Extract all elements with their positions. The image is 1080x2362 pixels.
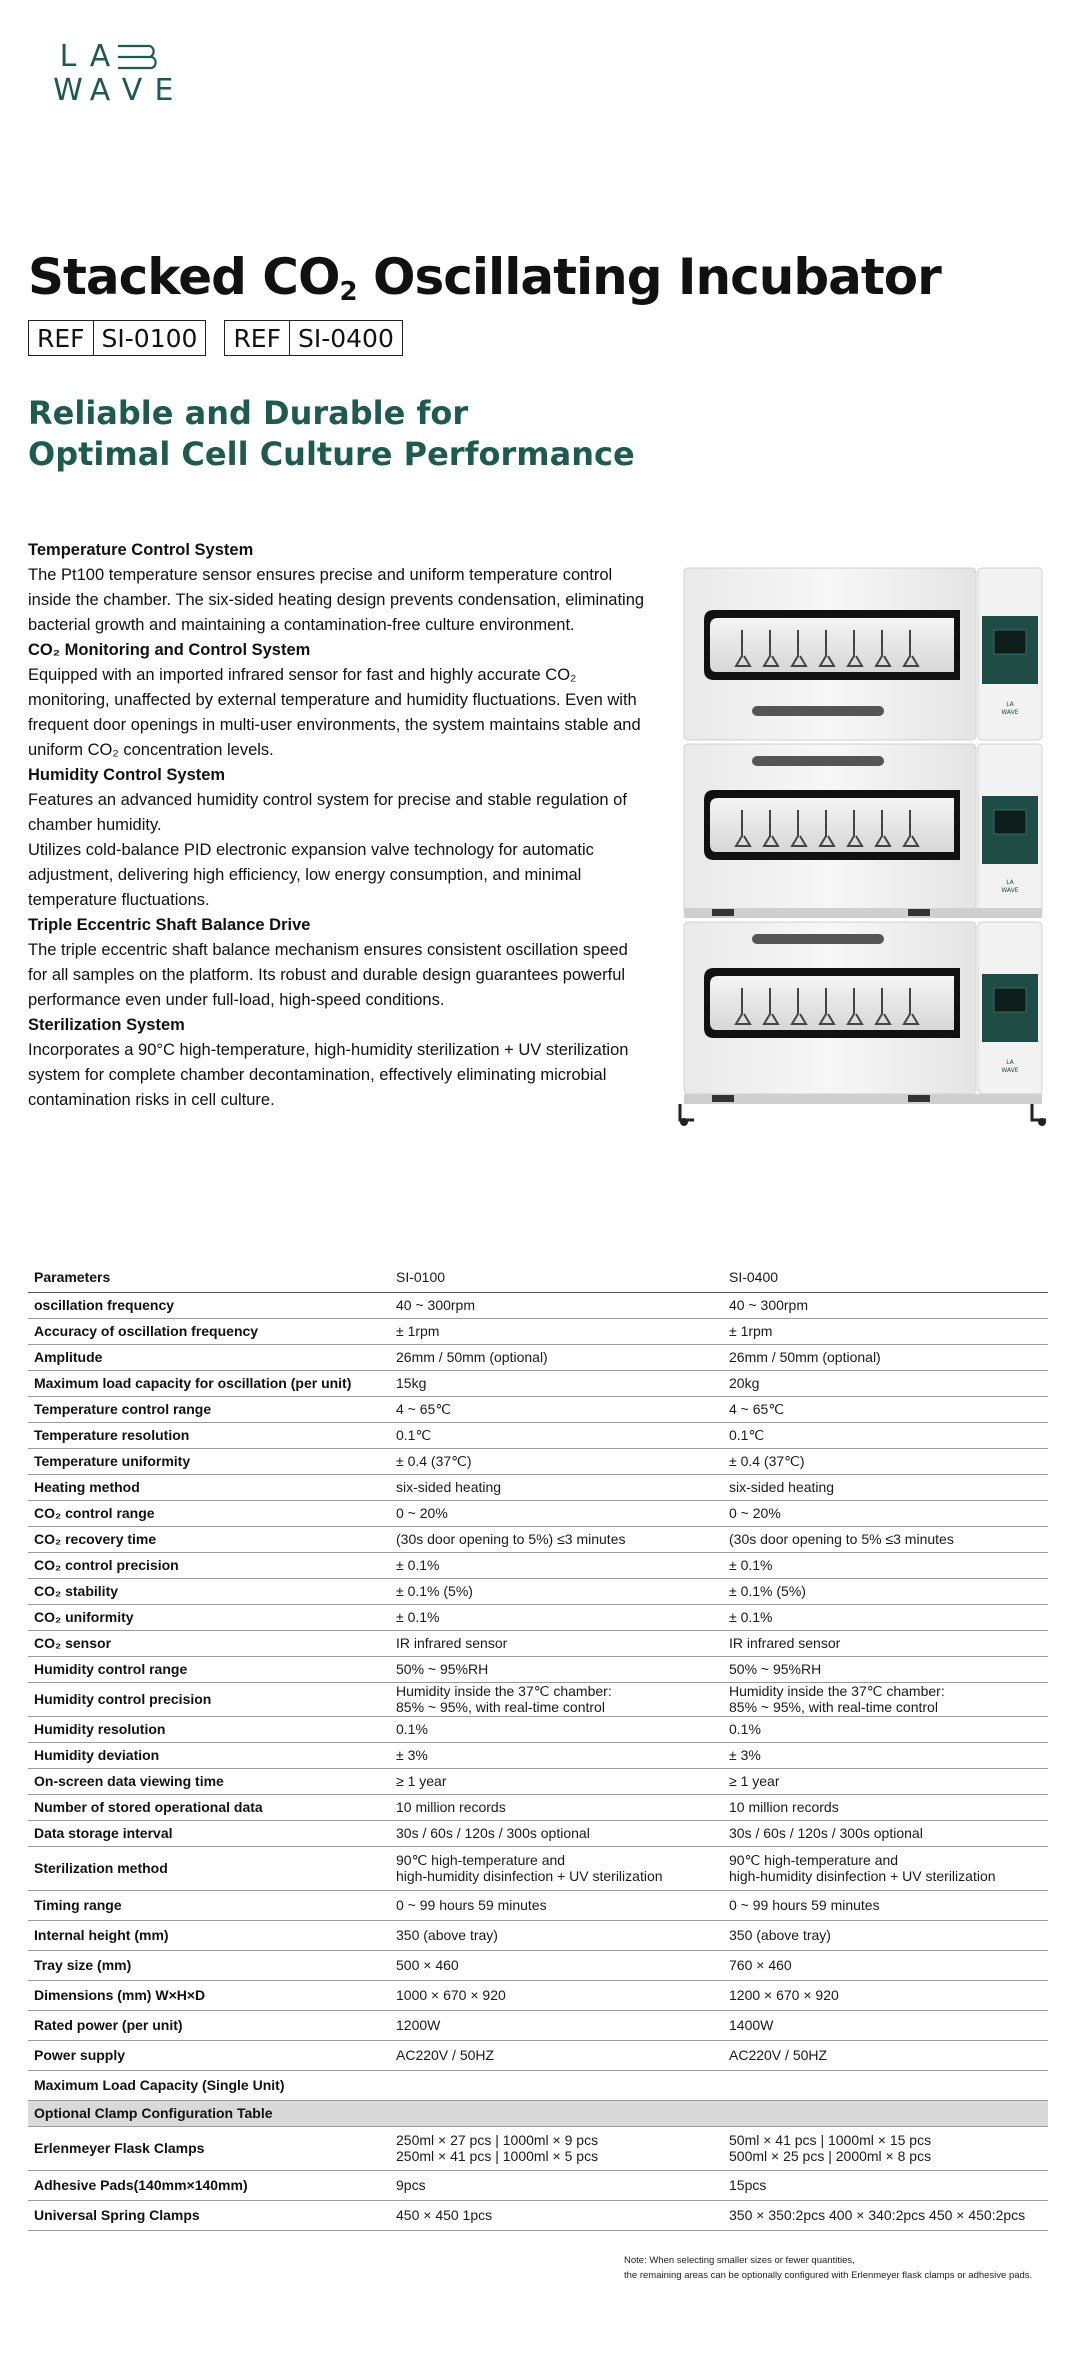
value-si-0400: AC220V / 50HZ bbox=[723, 2040, 1048, 2070]
parameter-name: Temperature resolution bbox=[28, 1422, 390, 1448]
parameter-name: Adhesive Pads(140mm×140mm) bbox=[28, 2170, 390, 2200]
value-si-0400: 0.1℃ bbox=[723, 1422, 1048, 1448]
table-row bbox=[28, 1682, 1048, 1716]
table-row bbox=[28, 1448, 1048, 1474]
value-si-0400: 20kg bbox=[723, 1370, 1048, 1396]
parameter-name: Timing range bbox=[28, 1890, 390, 1920]
feature-title: CO₂ Monitoring and Control System bbox=[28, 641, 311, 659]
product-logo-bottom-1: WAVE bbox=[1001, 709, 1019, 716]
value-si-0400: 15pcs bbox=[723, 2170, 1048, 2200]
header-si-0400: SI-0400 bbox=[723, 1262, 1048, 1292]
value-si-0100: (30s door opening to 5%) ≤3 minutes bbox=[390, 1526, 723, 1552]
tagline: Reliable and Durable for Optimal Cell Culture Performance bbox=[28, 394, 635, 473]
feature-text: The triple eccentric shaft balance mechanism ensures consistent oscillation speed for all samples on the platform. Its robust and durable design guarantees powerful performance even under full-load, high-speed conditions. bbox=[28, 941, 628, 1009]
parameter-name: Humidity deviation bbox=[28, 1742, 390, 1768]
table-row bbox=[28, 1552, 1048, 1578]
parameter-name: CO₂ recovery time bbox=[28, 1526, 390, 1552]
value-si-0400: 350 (above tray) bbox=[723, 1920, 1048, 1950]
parameter-name: Tray size (mm) bbox=[28, 1950, 390, 1980]
logo-line2: W A V E bbox=[53, 73, 174, 108]
parameter-name: Maximum load capacity for oscillation (per unit) bbox=[28, 1370, 390, 1396]
value-si-0100: Humidity inside the 37℃ chamber: 85% ~ 95%, with real-time control bbox=[390, 1682, 723, 1716]
product-logo-bottom-3: WAVE bbox=[1001, 1067, 1019, 1074]
value-si-0100: 0 ~ 99 hours 59 minutes bbox=[390, 1890, 723, 1920]
table-row bbox=[28, 1500, 1048, 1526]
footnote: Note: When selecting smaller sizes or fewer quantities, the remaining areas can be optionally configured with Erlenmeyer flask clamps or adhesive pads. bbox=[624, 2255, 1033, 2281]
specification-table bbox=[28, 1262, 1048, 2231]
table-row bbox=[28, 2170, 1048, 2200]
table-row bbox=[28, 1474, 1048, 1500]
feature-title: Sterilization System bbox=[28, 1016, 185, 1034]
table-row bbox=[28, 1820, 1048, 1846]
parameter-name: CO₂ control range bbox=[28, 1500, 390, 1526]
value-si-0100: 0 ~ 20% bbox=[390, 1500, 723, 1526]
parameter-name: oscillation frequency bbox=[28, 1292, 390, 1318]
incubator-unit-middle bbox=[684, 744, 1042, 918]
value-si-0100 bbox=[390, 2070, 723, 2100]
table-row bbox=[28, 1768, 1048, 1794]
parameter-name: CO₂ control precision bbox=[28, 1552, 390, 1578]
feature-text: The Pt100 temperature sensor ensures precise and uniform temperature control inside the chamber. The six-sided heating design prevents condensation, eliminating bacterial growth and maintaining a contamination-free culture environment. bbox=[28, 566, 645, 634]
incubator-unit-top bbox=[684, 568, 1042, 740]
value-si-0400: ± 0.4 (37℃) bbox=[723, 1448, 1048, 1474]
ref-box-si-0400: REF SI-0400 bbox=[224, 320, 402, 356]
value-si-0100: 1200W bbox=[390, 2010, 723, 2040]
incubator-product-image bbox=[672, 560, 1052, 1130]
value-si-0400: 30s / 60s / 120s / 300s optional bbox=[723, 1820, 1048, 1846]
table-row bbox=[28, 1578, 1048, 1604]
parameter-name: Temperature uniformity bbox=[28, 1448, 390, 1474]
table-row bbox=[28, 1604, 1048, 1630]
logo-line1: L A bbox=[52, 40, 192, 74]
parameter-name: Optional Clamp Configuration Table bbox=[28, 2100, 390, 2126]
table-row bbox=[28, 1716, 1048, 1742]
product-logo-bottom-2: WAVE bbox=[1001, 887, 1019, 894]
table-row bbox=[28, 1344, 1048, 1370]
value-si-0100 bbox=[390, 2100, 723, 2126]
value-si-0400: 26mm / 50mm (optional) bbox=[723, 1344, 1048, 1370]
parameter-name: Number of stored operational data bbox=[28, 1794, 390, 1820]
table-row bbox=[28, 1656, 1048, 1682]
value-si-0400: 1200 × 670 × 920 bbox=[723, 1980, 1048, 2010]
value-si-0400: (30s door opening to 5% ≤3 minutes bbox=[723, 1526, 1048, 1552]
value-si-0400: ± 0.1% bbox=[723, 1552, 1048, 1578]
value-si-0400: 350 × 350:2pcs 400 × 340:2pcs 450 × 450:2pcs bbox=[723, 2200, 1048, 2230]
value-si-0400 bbox=[723, 2100, 1048, 2126]
table-row bbox=[28, 2010, 1048, 2040]
feature-title: Humidity Control System bbox=[28, 766, 226, 784]
value-si-0100: 10 million records bbox=[390, 1794, 723, 1820]
table-row bbox=[28, 1742, 1048, 1768]
parameter-name: Erlenmeyer Flask Clamps bbox=[28, 2126, 390, 2170]
parameter-name: Dimensions (mm) W×H×D bbox=[28, 1980, 390, 2010]
value-si-0100: 30s / 60s / 120s / 300s optional bbox=[390, 1820, 723, 1846]
value-si-0100: 0.1% bbox=[390, 1716, 723, 1742]
table-row bbox=[28, 2040, 1048, 2070]
parameter-name: Humidity control range bbox=[28, 1656, 390, 1682]
parameter-name: Amplitude bbox=[28, 1344, 390, 1370]
value-si-0100: 15kg bbox=[390, 1370, 723, 1396]
table-row bbox=[28, 1846, 1048, 1890]
value-si-0400: 10 million records bbox=[723, 1794, 1048, 1820]
feature-text: Utilizes cold-balance PID electronic expansion valve technology for automatic adjustment, delivering high efficiency, low energy consumption, and minimal temperature fluctuations. bbox=[28, 841, 594, 909]
value-si-0400: 50ml × 41 pcs | 1000ml × 15 pcs 500ml × 25 pcs | 2000ml × 8 pcs bbox=[723, 2126, 1048, 2170]
parameter-name: Temperature control range bbox=[28, 1396, 390, 1422]
value-si-0100: 26mm / 50mm (optional) bbox=[390, 1344, 723, 1370]
value-si-0100: ± 3% bbox=[390, 1742, 723, 1768]
value-si-0100: 50% ~ 95%RH bbox=[390, 1656, 723, 1682]
value-si-0400: Humidity inside the 37℃ chamber: 85% ~ 95%, with real-time control bbox=[723, 1682, 1048, 1716]
value-si-0100: AC220V / 50HZ bbox=[390, 2040, 723, 2070]
value-si-0400: 1400W bbox=[723, 2010, 1048, 2040]
parameter-name: Heating method bbox=[28, 1474, 390, 1500]
value-si-0400 bbox=[723, 2070, 1048, 2100]
parameter-name: On-screen data viewing time bbox=[28, 1768, 390, 1794]
value-si-0100: six-sided heating bbox=[390, 1474, 723, 1500]
value-si-0100: ± 0.1% (5%) bbox=[390, 1578, 723, 1604]
value-si-0400: ± 3% bbox=[723, 1742, 1048, 1768]
value-si-0100: 250ml × 27 pcs | 1000ml × 9 pcs 250ml × 41 pcs | 1000ml × 5 pcs bbox=[390, 2126, 723, 2170]
value-si-0400: 40 ~ 300rpm bbox=[723, 1292, 1048, 1318]
table-row bbox=[28, 1422, 1048, 1448]
parameter-name: Internal height (mm) bbox=[28, 1920, 390, 1950]
product-logo-top-3: LA bbox=[1006, 1059, 1014, 1066]
labwave-logo bbox=[52, 40, 192, 108]
table-header-row bbox=[28, 1262, 1048, 1292]
value-si-0100: 9pcs bbox=[390, 2170, 723, 2200]
table-row bbox=[28, 1950, 1048, 1980]
value-si-0400: 0 ~ 20% bbox=[723, 1500, 1048, 1526]
value-si-0100: 450 × 450 1pcs bbox=[390, 2200, 723, 2230]
value-si-0400: 50% ~ 95%RH bbox=[723, 1656, 1048, 1682]
feature-text: Incorporates a 90°C high-temperature, high-humidity sterilization + UV sterilization system for complete chamber decontamination, effectively eliminating microbial contamination risks in cell culture. bbox=[28, 1041, 629, 1109]
parameter-name: Maximum Load Capacity (Single Unit) bbox=[28, 2070, 390, 2100]
value-si-0100: 4 ~ 65℃ bbox=[390, 1396, 723, 1422]
parameter-name: Power supply bbox=[28, 2040, 390, 2070]
parameter-name: Accuracy of oscillation frequency bbox=[28, 1318, 390, 1344]
product-logo-top-2: LA bbox=[1006, 879, 1014, 886]
value-si-0400: 0 ~ 99 hours 59 minutes bbox=[723, 1890, 1048, 1920]
value-si-0100: 0.1℃ bbox=[390, 1422, 723, 1448]
value-si-0100: 40 ~ 300rpm bbox=[390, 1292, 723, 1318]
table-row bbox=[28, 1318, 1048, 1344]
value-si-0100: 500 × 460 bbox=[390, 1950, 723, 1980]
feature-title: Triple Eccentric Shaft Balance Drive bbox=[28, 916, 311, 934]
table-row bbox=[28, 1980, 1048, 2010]
value-si-0400: ± 0.1% bbox=[723, 1604, 1048, 1630]
parameter-name: Sterilization method bbox=[28, 1846, 390, 1890]
parameter-name: Rated power (per unit) bbox=[28, 2010, 390, 2040]
ref-codes bbox=[28, 320, 403, 356]
parameter-name: CO₂ uniformity bbox=[28, 1604, 390, 1630]
parameter-name: Humidity control precision bbox=[28, 1682, 390, 1716]
table-row bbox=[28, 1396, 1048, 1422]
value-si-0400: 90℃ high-temperature and high-humidity disinfection + UV sterilization bbox=[723, 1846, 1048, 1890]
value-si-0100: ≥ 1 year bbox=[390, 1768, 723, 1794]
parameter-name: Universal Spring Clamps bbox=[28, 2200, 390, 2230]
table-row bbox=[28, 1370, 1048, 1396]
table-row bbox=[28, 2100, 1048, 2126]
value-si-0100: 350 (above tray) bbox=[390, 1920, 723, 1950]
value-si-0100: ± 1rpm bbox=[390, 1318, 723, 1344]
value-si-0400: IR infrared sensor bbox=[723, 1630, 1048, 1656]
value-si-0100: IR infrared sensor bbox=[390, 1630, 723, 1656]
value-si-0400: ≥ 1 year bbox=[723, 1768, 1048, 1794]
feature-list bbox=[28, 538, 648, 1113]
value-si-0400: 4 ~ 65℃ bbox=[723, 1396, 1048, 1422]
incubator-unit-bottom bbox=[680, 922, 1046, 1126]
value-si-0100: ± 0.4 (37℃) bbox=[390, 1448, 723, 1474]
parameter-name: CO₂ stability bbox=[28, 1578, 390, 1604]
table-row bbox=[28, 1890, 1048, 1920]
parameter-name: Data storage interval bbox=[28, 1820, 390, 1846]
parameter-name: CO₂ sensor bbox=[28, 1630, 390, 1656]
page-title: Stacked $CO_2$ Oscillating Incubator bbox=[28, 248, 941, 307]
table-row bbox=[28, 1292, 1048, 1318]
value-si-0400: ± 0.1% (5%) bbox=[723, 1578, 1048, 1604]
table-row bbox=[28, 1526, 1048, 1552]
header-si-0100: SI-0100 bbox=[390, 1262, 723, 1292]
value-si-0400: 760 × 460 bbox=[723, 1950, 1048, 1980]
value-si-0100: ± 0.1% bbox=[390, 1552, 723, 1578]
value-si-0100: ± 0.1% bbox=[390, 1604, 723, 1630]
value-si-0400: six-sided heating bbox=[723, 1474, 1048, 1500]
ref-box-si-0100: REF SI-0100 bbox=[28, 320, 206, 356]
table-row bbox=[28, 1630, 1048, 1656]
header-parameters: Parameters bbox=[28, 1262, 390, 1292]
feature-text: Features an advanced humidity control system for precise and stable regulation of chamber humidity. bbox=[28, 791, 627, 834]
table-row bbox=[28, 2070, 1048, 2100]
value-si-0100: 90℃ high-temperature and high-humidity disinfection + UV sterilization bbox=[390, 1846, 723, 1890]
table-row bbox=[28, 2126, 1048, 2170]
logo-b-mark bbox=[116, 44, 158, 70]
table-row bbox=[28, 1920, 1048, 1950]
value-si-0400: ± 1rpm bbox=[723, 1318, 1048, 1344]
product-logo-top-1: LA bbox=[1006, 701, 1014, 708]
parameter-name: Humidity resolution bbox=[28, 1716, 390, 1742]
feature-title: Temperature Control System bbox=[28, 541, 254, 559]
feature-text: Equipped with an imported infrared sensor for fast and highly accurate CO₂ monitoring, unaffected by external temperature and humidity fluctuations. Even with frequent door openings in multi-user environments, the system maintains stable and uniform CO₂ concentration levels. bbox=[28, 666, 641, 759]
table-row bbox=[28, 1794, 1048, 1820]
value-si-0400: 0.1% bbox=[723, 1716, 1048, 1742]
table-row bbox=[28, 2200, 1048, 2230]
value-si-0100: 1000 × 670 × 920 bbox=[390, 1980, 723, 2010]
